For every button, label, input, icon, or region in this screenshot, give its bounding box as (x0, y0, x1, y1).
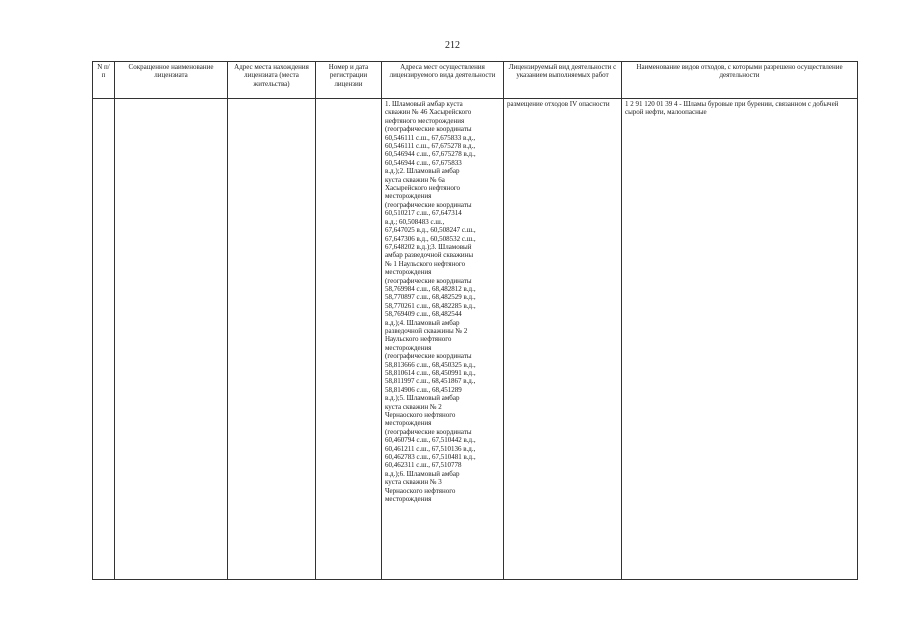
table-row (93, 99, 858, 580)
header-license-reg: Номер и дата регистрации лицензии (316, 62, 382, 99)
cell-waste-types: 1 2 91 120 01 39 4 - Шламы буровые при бурении, связанном с добычей сырой нефти, малоопасные (622, 99, 858, 580)
cell-number (93, 99, 115, 580)
header-activity-addresses: Адреса мест осуществления лицензируемого вида деятельности (382, 62, 504, 99)
license-table (92, 61, 858, 580)
header-licensee: Сокращенное наименование лицензиата (115, 62, 228, 99)
page-number: 212 (445, 40, 460, 51)
cell-license-reg (316, 99, 382, 580)
cell-activity-addresses: 1. Шламовый амбар куста скважин № 46 Хасырейского нефтяного месторождения (географические координаты 60,546111 с.ш., 67,675833 в.д., 60,546111 с.ш., 67,675278 в.д., 60,546944 с.ш., 67,675278 в.д., 60,546944 с.ш., 67,675833 в.д.);2. Шламовый амбар куста скважин № 6а Хасырейского нефтяного месторождения (географические координаты 60,510217 с.ш., 67,647314 в.д.; 60,508483 с.ш., 67,647025 в.д., 60,508247 с.ш., 67,647306 в.д., 60,508532 с.ш., 67,648202 в.д.);3. Шламовый амбар разведочной скважины № 1 Наульского нефтяного месторождения (географические координаты 58,769984 с.ш., 68,482812 в.д., 58,770897 с.ш., 68,482529 в.д., 58,770261 с.ш., 68,482285 в.д., 58,769409 с.ш., 68,482544 в.д.);4. Шламовый амбар разведочной скважины № 2 Наульского нефтяного месторождения (географические координаты 58,813666 с.ш., 68,450325 в.д., 58,810614 с.ш., 68,450991 в.д., 58,811997 с.ш., 68,451867 в.д., 58,814906 с.ш., 68,451289 в.д.);5. Шламовый амбар куста скважин № 2 Чернаоского нефтяного месторождения (географические координаты 60,460794 с.ш., 67,510442 в.д., 60,461211 с.ш., 67,510136 в.д., 60,462783 с.ш., 67,510481 в.д., 60,462311 с.ш., 67,510778 в.д.);6. Шламовый амбар куста скважин № 3 Чернаоского нефтяного месторождения (382, 99, 504, 580)
cell-activity-type: размещение отходов IV опасности (504, 99, 622, 580)
header-waste-types: Наименование видов отходов, с которыми разрешено осуществление деятельности (622, 62, 858, 99)
cell-licensee-address (228, 99, 316, 580)
header-activity-type: Лицензируемый вид деятельности с указанием выполняемых работ (504, 62, 622, 99)
cell-licensee (115, 99, 228, 580)
header-licensee-address: Адрес места нахождения лицензиата (места жительства) (228, 62, 316, 99)
header-number: N п/п (93, 62, 115, 99)
header-row (93, 62, 858, 99)
